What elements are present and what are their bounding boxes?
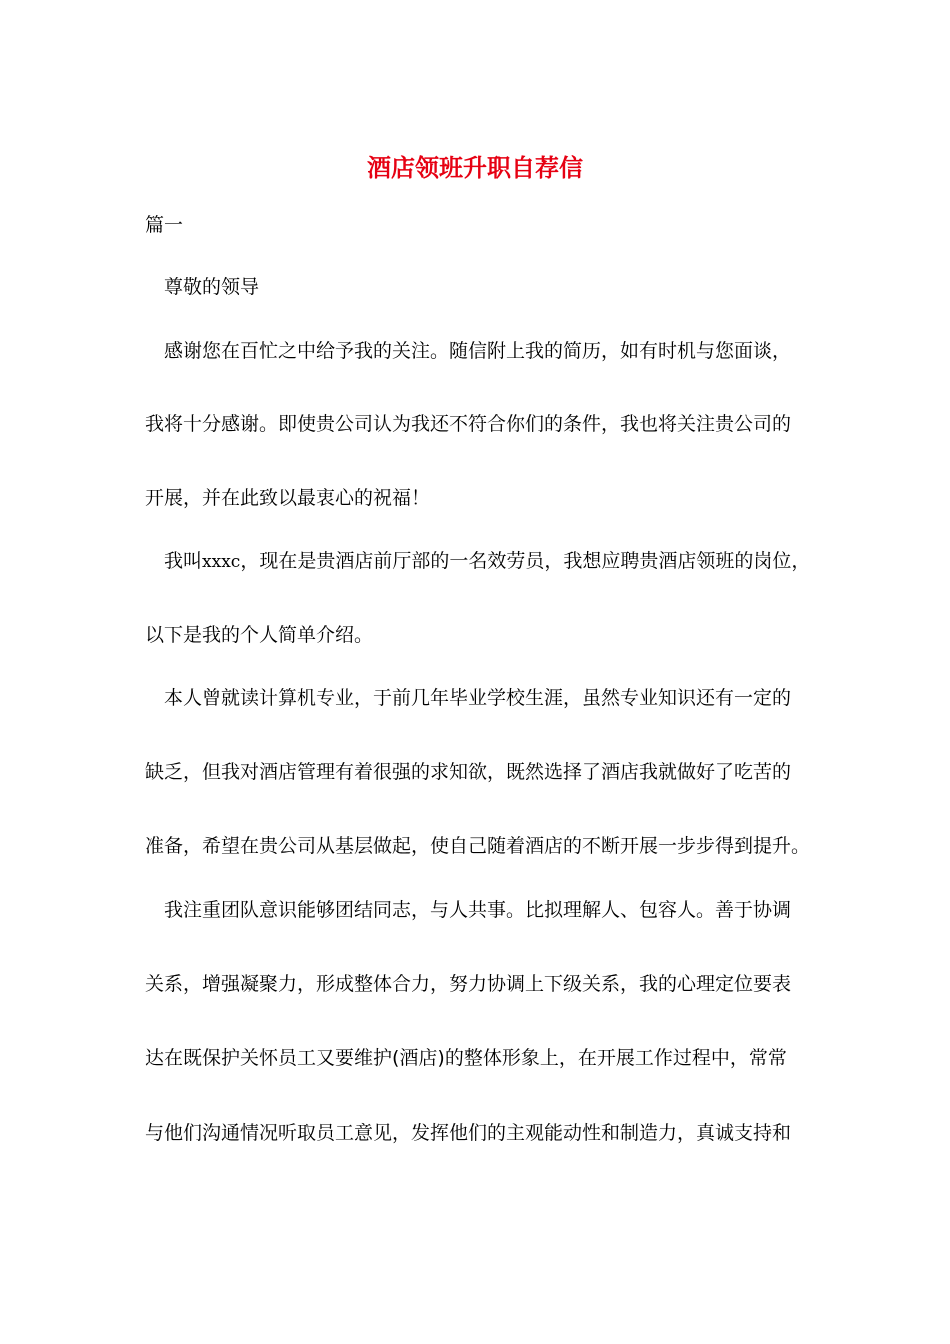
applicant-name: xxxc	[202, 552, 241, 572]
intro-line	[164, 549, 810, 574]
paragraph-line: 准备，希望在贵公司从基层做起，使自己随着酒店的不断开展一步步得到提升。	[145, 835, 811, 857]
document-title: 酒店领班升职自荐信	[367, 153, 583, 182]
intro-suffix: ，现在是贵酒店前厅部的一名效劳员，我想应聘贵酒店领班的岗位，	[240, 550, 811, 572]
paragraph-line: 我将十分感谢。即使贵公司认为我还不符合你们的条件，我也将关注贵公司的	[145, 413, 792, 435]
paragraph-line: 以下是我的个人简单介绍。	[145, 624, 374, 646]
paragraph-line: 关系，增强凝聚力，形成整体合力，努力协调上下级关系，我的心理定位要表	[145, 973, 792, 995]
salutation: 尊敬的领导	[164, 276, 260, 298]
intro-prefix: 我叫	[164, 550, 203, 572]
paragraph-line: 与他们沟通情况听取员工意见，发挥他们的主观能动性和制造力，真诚支持和	[145, 1122, 792, 1144]
paragraph-line: 感谢您在百忙之中给予我的关注。随信附上我的简历，如有时机与您面谈，	[164, 340, 792, 362]
paragraph-line: 缺乏，但我对酒店管理有着很强的求知欲，既然选择了酒店我就做好了吃苦的	[145, 761, 792, 783]
section-label: 篇一	[145, 214, 184, 236]
paragraph-line: 我注重团队意识能够团结同志，与人共事。比拟理解人、包容人。善于协调	[164, 899, 792, 921]
paragraph-line: 达在既保护关怀员工又要维护(酒店)的整体形象上，在开展工作过程中，常常	[145, 1047, 787, 1069]
paragraph-line: 本人曾就读计算机专业，于前几年毕业学校生涯，虽然专业知识还有一定的	[164, 687, 792, 709]
paragraph-line: 开展，并在此致以最衷心的祝福！	[145, 487, 431, 509]
